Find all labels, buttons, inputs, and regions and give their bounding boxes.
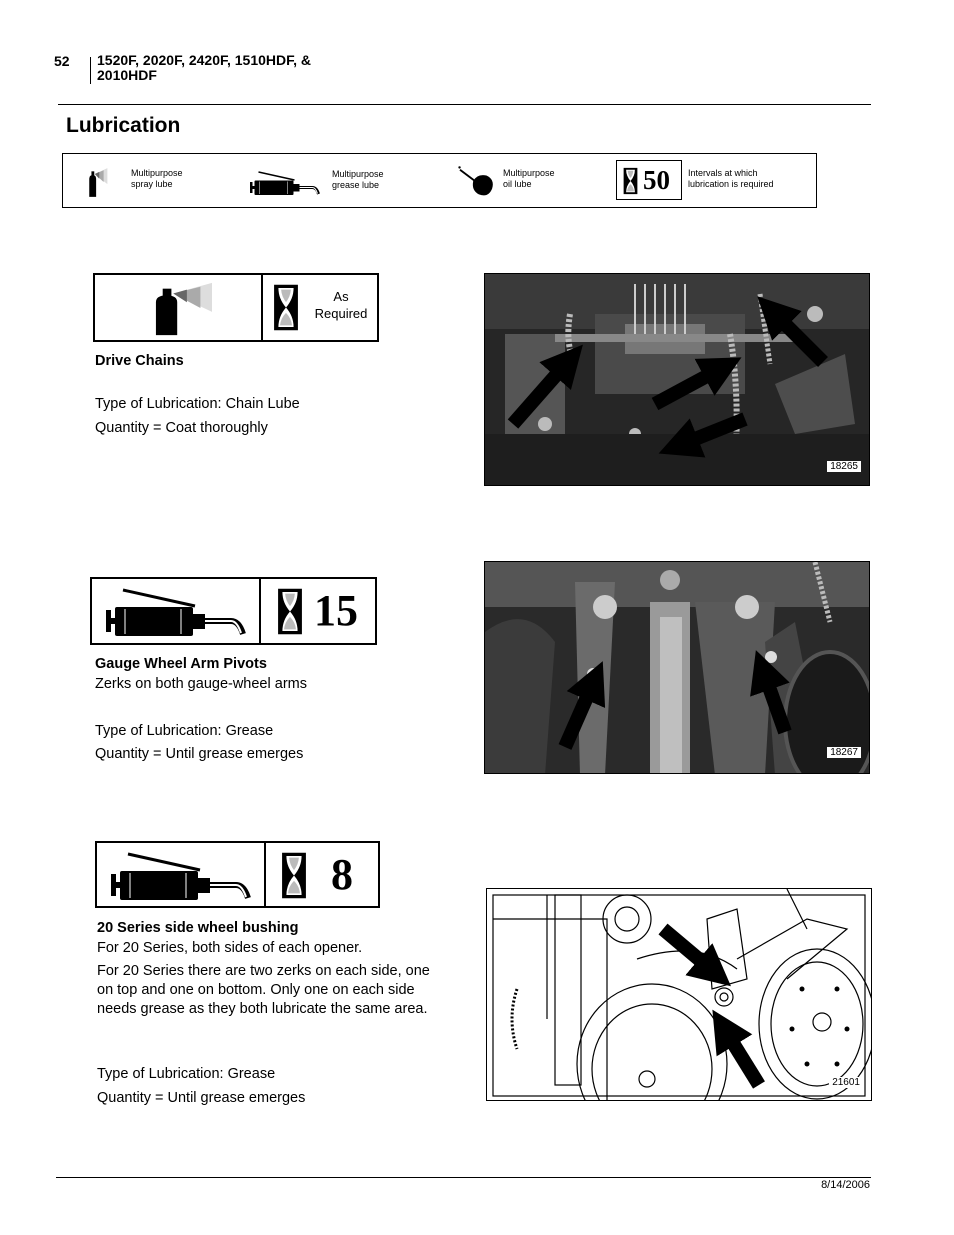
legend-spray-line1: Multipurpose (131, 168, 183, 178)
gauge-wheel-heading: Gauge Wheel Arm Pivots (95, 656, 267, 672)
legend-interval-box (616, 160, 682, 200)
drive-chains-lube-type: Type of Lubrication: Chain Lube (95, 396, 300, 412)
hourglass-icon (277, 587, 303, 636)
grease-lube-icon (105, 846, 257, 906)
legend-grease-line2: grease lube (332, 180, 380, 190)
spray-lube-icon (88, 166, 108, 198)
lube-box-divider (261, 275, 263, 340)
side-wheel-diagram (486, 888, 872, 1101)
drive-chains-illustration (485, 274, 870, 486)
gauge-wheel-interval: 15 (314, 586, 358, 635)
legend-oil-line1: Multipurpose (503, 168, 555, 178)
side-wheel-heading: 20 Series side wheel bushing (97, 920, 299, 936)
document-title (97, 53, 311, 83)
spray-lube-icon (152, 279, 214, 337)
legend-interval-line2: lubrication is required (688, 179, 774, 189)
side-wheel-note: For 20 Series there are two zerks on each side, one on top and one on bottom. Only one on each side needs grease as they both lubricate the same area. (97, 963, 430, 1017)
header-rule (58, 104, 871, 105)
gauge-wheel-subheading: Zerks on both gauge-wheel arms (95, 676, 307, 692)
legend-spray-line2: spray lube (131, 179, 173, 189)
oil-lube-icon (456, 166, 498, 200)
drive-chains-heading: Drive Chains (95, 353, 184, 369)
hourglass-icon (281, 851, 307, 900)
legend-grease-label (332, 169, 384, 191)
grease-lube-icon (245, 168, 325, 198)
legend-oil-label (503, 168, 555, 190)
interval-line1: As (333, 289, 349, 304)
photo-id: 21601 (829, 1077, 863, 1088)
section-title: Lubrication (66, 114, 181, 137)
hourglass-icon (273, 283, 299, 332)
side-wheel-quantity: Quantity = Until grease emerges (97, 1090, 306, 1106)
photo-id: 18265 (827, 461, 861, 472)
gauge-wheel-photo (484, 561, 870, 774)
legend-grease-line1: Multipurpose (332, 169, 384, 179)
side-wheel-interval: 8 (331, 850, 353, 899)
lube-box-divider (259, 579, 261, 643)
legend-oil-line2: oil lube (503, 179, 532, 189)
document-title-line2: 2010HDF (97, 67, 157, 83)
footer-date: 8/14/2006 (821, 1179, 870, 1191)
lube-box-divider (264, 843, 266, 906)
legend-interval-label (688, 168, 774, 190)
gauge-wheel-quantity: Quantity = Until grease emerges (95, 746, 304, 762)
interval-line2: Required (314, 306, 368, 321)
legend-interval-line1: Intervals at which (688, 168, 758, 178)
lubrication-legend (62, 153, 817, 208)
side-wheel-lube-box (95, 841, 380, 908)
photo-id: 18267 (827, 747, 861, 758)
drive-chains-photo (484, 273, 870, 486)
hourglass-icon (623, 167, 638, 195)
side-wheel-illustration (487, 889, 872, 1101)
side-wheel-subheading: For 20 Series, both sides of each opener. (97, 940, 363, 956)
drive-chains-lube-box (93, 273, 379, 342)
gauge-wheel-illustration (485, 562, 870, 774)
side-wheel-lube-type: Type of Lubrication: Grease (97, 1066, 276, 1082)
header-divider (90, 57, 91, 84)
legend-interval-value: 50 (643, 165, 670, 195)
legend-spray-label (131, 168, 183, 190)
drive-chains-interval (305, 288, 377, 322)
grease-lube-icon (100, 582, 252, 642)
gauge-wheel-lube-type: Type of Lubrication: Grease (95, 723, 274, 739)
gauge-wheel-lube-box (90, 577, 377, 645)
document-title-line1: 1520F, 2020F, 2420F, 1510HDF, & (97, 52, 312, 68)
footer-rule (56, 1177, 871, 1178)
drive-chains-quantity: Quantity = Coat thoroughly (95, 420, 268, 436)
page-number: 52 (54, 53, 70, 69)
